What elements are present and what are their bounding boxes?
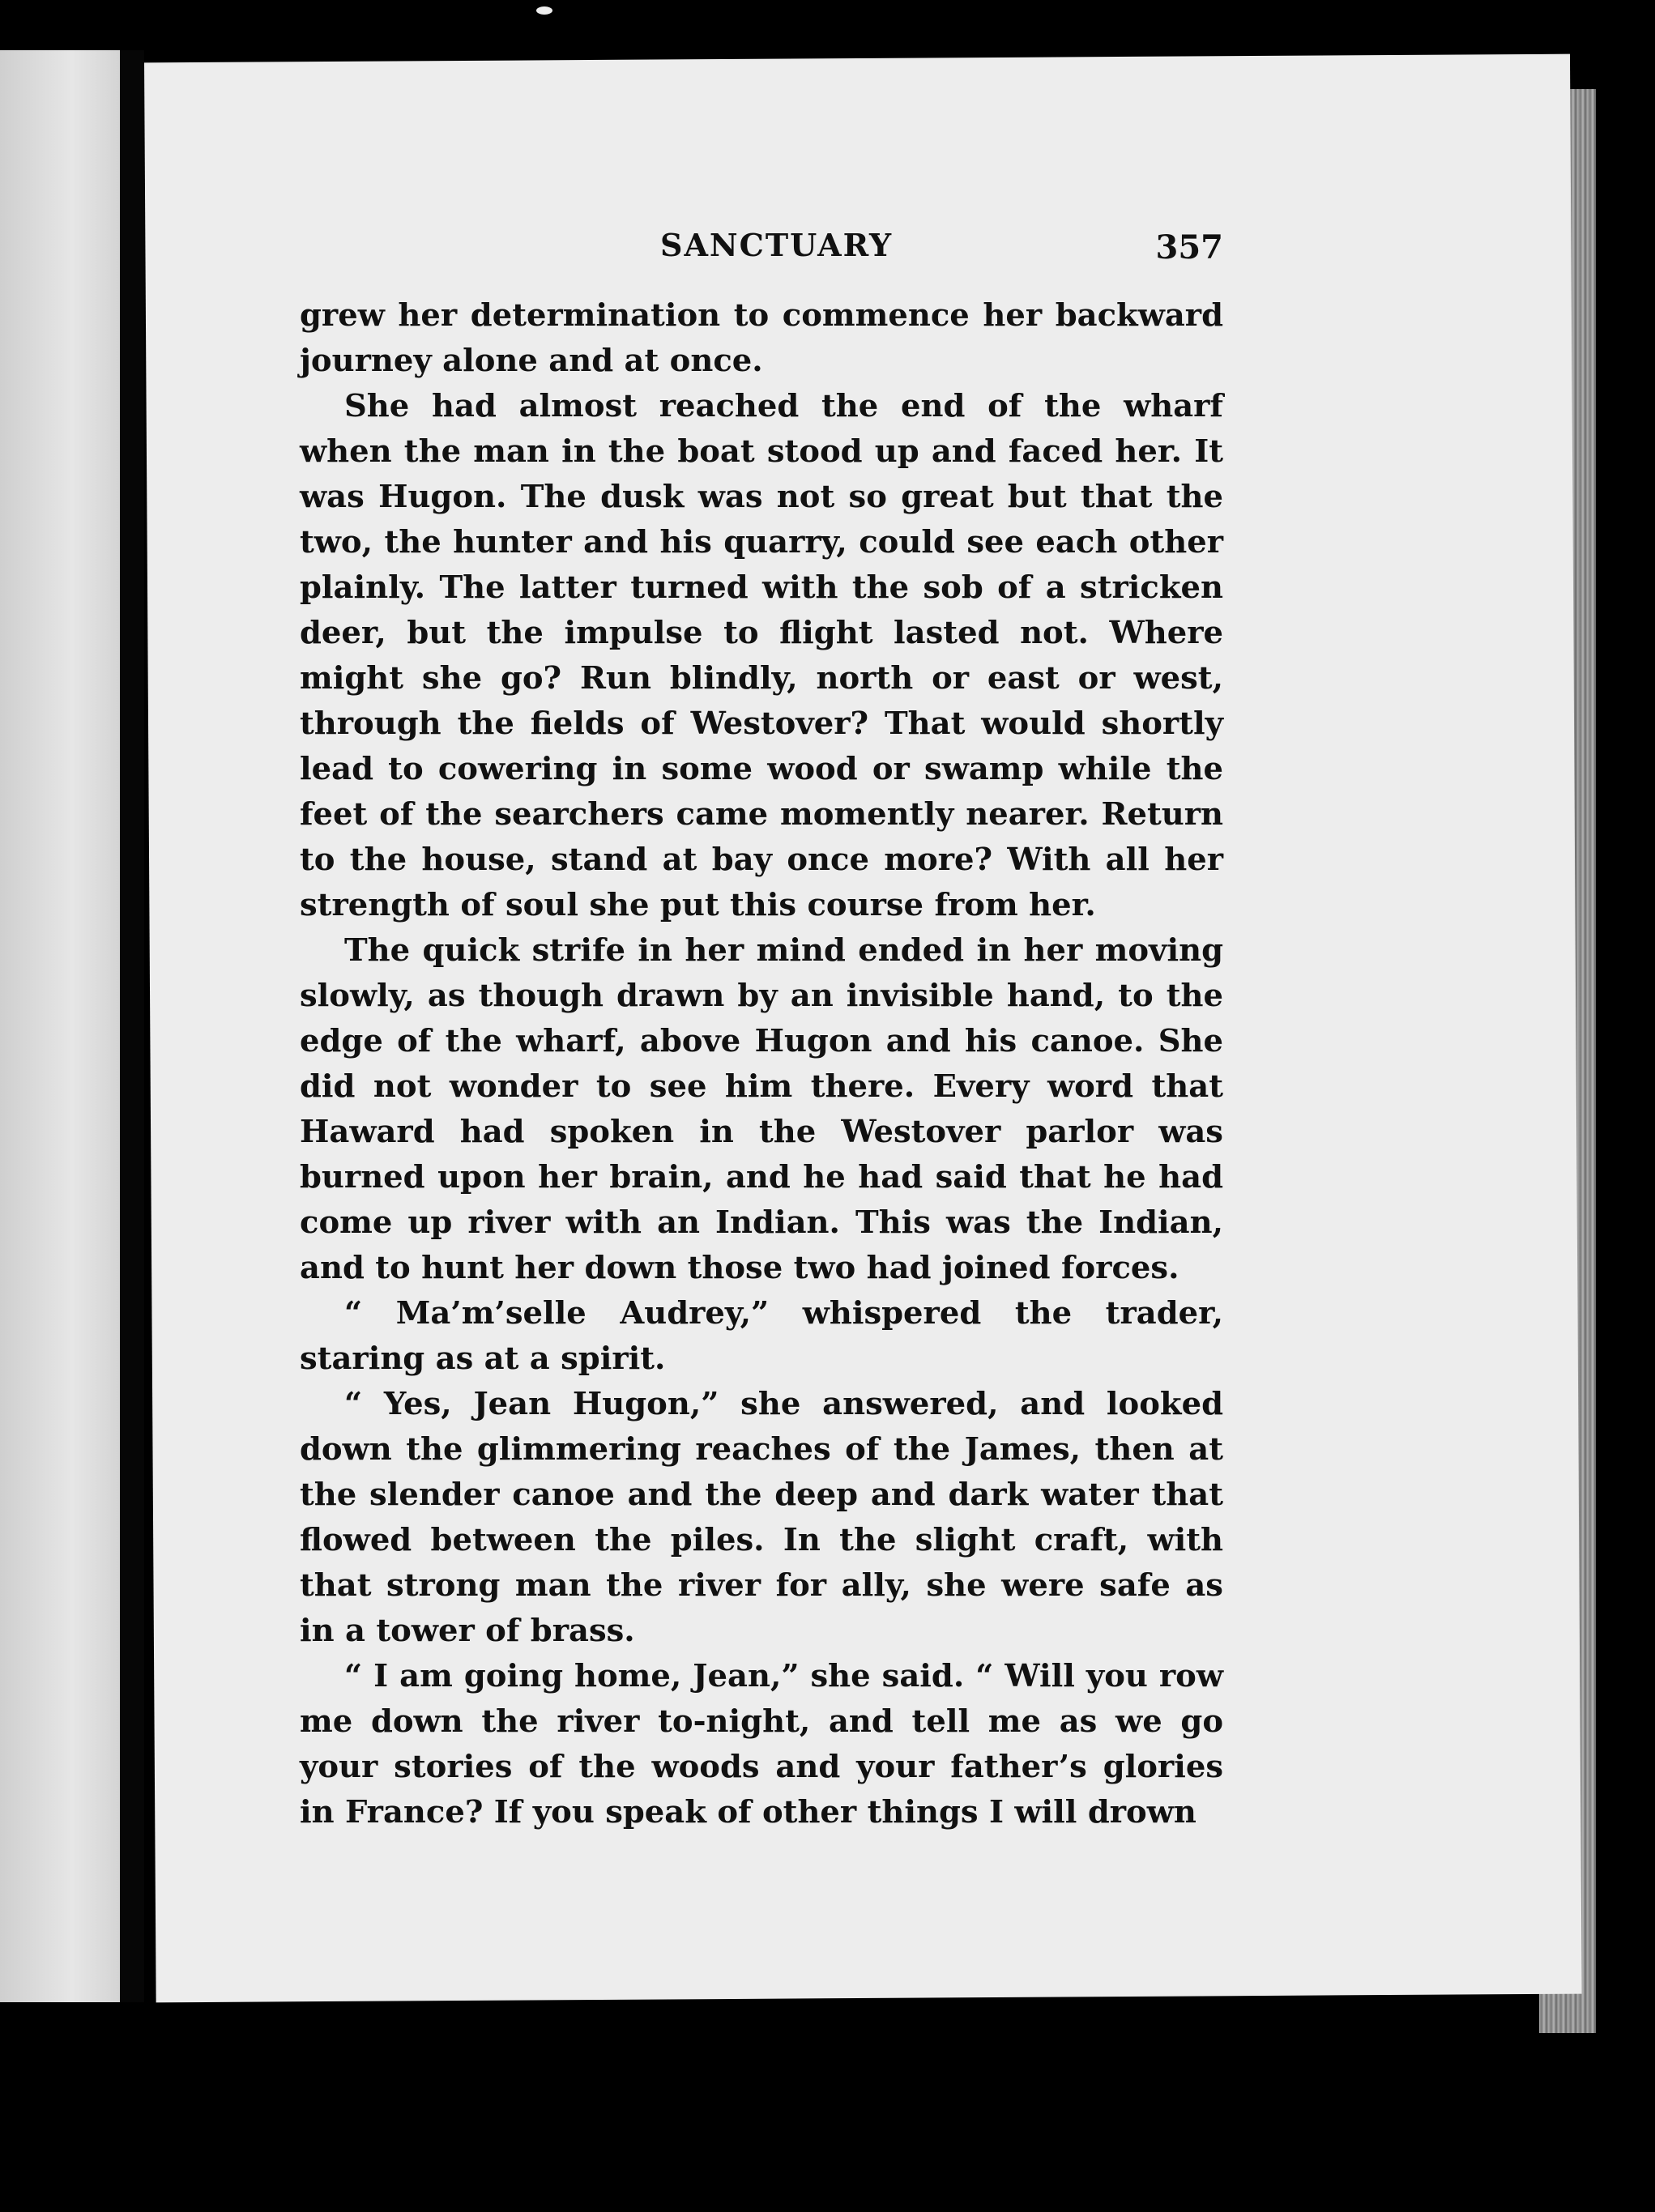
paragraph: “ Ma’m’selle Audrey,” whispered the trader, staring as at a spirit. bbox=[300, 1295, 1223, 1377]
running-head: SANCTUARY bbox=[660, 227, 894, 263]
paragraph: The quick strife in her mind ended in her moving slowly, as though drawn by an invisible hand, to the edge of the wharf, above Hugon and his canoe. She did not wonder to see him there. Every word that Haward had spoken in the Westover parlor was burned upon her brain, and he had said that he had come up river with an Indian. This was the Indian, and to hunt her down those two had joined forces. bbox=[300, 932, 1223, 1286]
scan-speck bbox=[536, 6, 552, 15]
paragraph: grew her determination to commence her backward journey alone and at once. bbox=[300, 297, 1223, 379]
page-number: 357 bbox=[1155, 228, 1223, 266]
page-header bbox=[292, 227, 1223, 275]
body-text bbox=[300, 293, 1223, 1835]
paragraph: “ Yes, Jean Hugon,” she answered, and looked down the glimmering reaches of the James, then at the slender canoe and the deep and dark water that flowed between the piles. In the slight craft, with that strong man the river for ally, she were safe as in a tower of brass. bbox=[300, 1386, 1223, 1649]
book-gutter bbox=[120, 50, 144, 2002]
paragraph: She had almost reached the end of the wharf when the man in the boat stood up and faced her. It was Hugon. The dusk was not so great but that the two, the hunter and his quarry, could see each other plainly. The latter turned with the sob of a stricken deer, but the impulse to flight lasted not. Where might she go? Run blindly, north or east or west, through the fields of Westover? That would shortly lead to cowering in some wood or swamp while the feet of the searchers came momently nearer. Return to the house, stand at bay once more? With all her strength of soul she put this course from her. bbox=[300, 388, 1223, 923]
left-page-edge bbox=[0, 50, 120, 2002]
paragraph: “ I am going home, Jean,” she said. “ Will you row me down the river to-night, and tell me as we go your stories of the woods and your father’s glories in France? If you speak of other things I will drown bbox=[300, 1658, 1223, 1831]
